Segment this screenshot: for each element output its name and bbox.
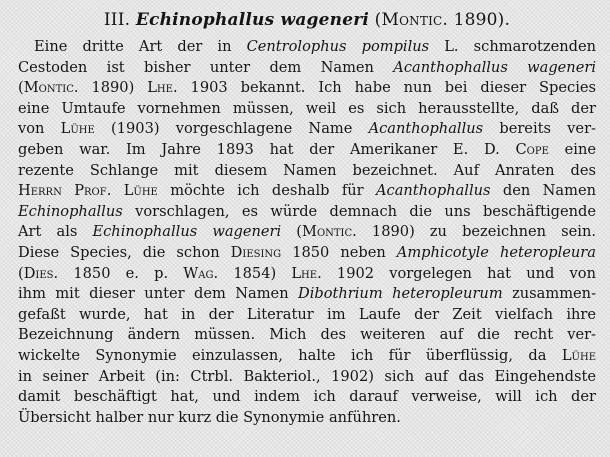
text-line: [18, 367, 596, 388]
text-run: den Namen: [490, 182, 596, 200]
text-run: zusammen-: [502, 285, 597, 303]
text-run: (: [281, 223, 302, 241]
text-run: rezente Schlange mit diesem Namen bezeichnet. Auf Anraten des: [18, 161, 596, 179]
author-name: Herrn Prof. Lühe: [18, 182, 158, 200]
text-line: [18, 202, 596, 223]
italic-term: Acanthophallus wageneri: [393, 58, 596, 76]
text-run: bereits ver-: [483, 120, 596, 138]
text-line: [18, 37, 596, 58]
section-heading: [18, 10, 596, 30]
text-run: von: [18, 120, 61, 138]
text-run: Bezeichnung ändern müssen. Mich des weiteren auf die recht ver-: [18, 326, 596, 344]
text-line: [18, 346, 596, 367]
text-run: Eine dritte Art der in: [34, 38, 247, 55]
text-run: gefaßt wurde, hat in der Literatur im Laufe der Zeit vielfach ihre: [18, 305, 596, 323]
text-run: ihm mit dieser unter dem Namen: [18, 285, 299, 303]
section-number: III.: [103, 10, 131, 30]
body-paragraph: [18, 37, 596, 428]
text-line: [18, 181, 596, 202]
text-line: [18, 284, 596, 305]
text-run: möchte ich deshalb für: [157, 182, 376, 200]
author-year: 1890).: [453, 10, 511, 30]
text-run: (1903) vorgeschlagene Name: [94, 120, 369, 138]
text-line: [18, 305, 596, 326]
author-name: Lühe: [561, 346, 596, 364]
text-run: 1890): [78, 79, 148, 97]
author-name: Diesing: [230, 243, 282, 261]
italic-term: Amphicotyle heteropleura: [396, 243, 596, 261]
text-line: [18, 58, 596, 79]
italic-term: Dibothrium heteropleurum: [298, 285, 503, 303]
text-run: 1902 vorgelegen hat und von: [321, 264, 596, 282]
author-name: Dies.: [23, 264, 59, 282]
author-name: Lhe.: [291, 264, 322, 282]
text-line: [18, 325, 596, 346]
italic-term: Acanthophallus: [368, 120, 484, 138]
author-name: Wag.: [183, 264, 219, 282]
author-name: Cope: [515, 140, 549, 158]
italic-term: Echinophallus: [18, 202, 123, 220]
text-line: [18, 140, 596, 161]
text-run: (: [18, 79, 24, 97]
text-run: vorschlagen, es würde demnach die uns beschäftigende: [122, 202, 596, 220]
author-name: Montic.: [381, 10, 448, 30]
text-line: [18, 119, 596, 140]
text-run: L. schmarotzenden: [429, 38, 596, 55]
italic-term: Centrolophus pompilus: [246, 38, 430, 55]
author-name: Montic.: [23, 79, 79, 97]
text-line: [18, 264, 596, 285]
species-name: Echinophallus wageneri: [135, 10, 370, 30]
text-run: Diese Species, die schon: [18, 243, 231, 261]
text-run: Cestoden ist bisher unter dem Namen: [18, 58, 394, 76]
text-run: in seiner Arbeit (in: Ctrbl. Bakteriol., 1902) sich auf das Eingehendste: [18, 367, 596, 385]
text-line: [18, 222, 596, 243]
text-line: [18, 99, 596, 120]
italic-term: Acanthophallus: [375, 182, 491, 200]
text-run: 1850 e. p.: [58, 264, 184, 282]
author-name: Montic.: [302, 223, 357, 241]
text-run: wickelte Synonymie einzulassen, halte ich für überflüssig, da: [18, 346, 562, 364]
text-line: [18, 408, 596, 429]
author-name: Lhe.: [147, 79, 178, 97]
text-line: [18, 161, 596, 182]
text-line: [18, 78, 596, 99]
text-run: geben war. Im Jahre 1893 hat der Amerikaner E. D.: [18, 140, 516, 158]
text-line: [18, 243, 596, 264]
italic-term: Echinophallus wageneri: [92, 223, 282, 241]
text-run: Art als: [18, 223, 93, 241]
author-name: Lühe: [60, 120, 95, 138]
text-run: 1890) zu bezeichnen sein.: [356, 223, 596, 241]
text-run: damit beschäftigt hat, und indem ich darauf verweise, will ich der: [18, 388, 596, 406]
author-open: (: [374, 10, 382, 30]
text-run: 1850 neben: [281, 243, 397, 261]
text-run: eine Umtaufe vornehmen müssen, weil es sich herausstellte, daß der: [18, 99, 596, 117]
text-run: Übersicht halber nur kurz die Synonymie anführen.: [18, 408, 401, 426]
text-run: (: [18, 264, 24, 282]
text-run: 1854): [218, 264, 292, 282]
text-run: eine: [548, 140, 597, 158]
text-run: 1903 bekannt. Ich habe nun bei dieser Species: [177, 79, 596, 97]
text-line: [18, 387, 596, 408]
